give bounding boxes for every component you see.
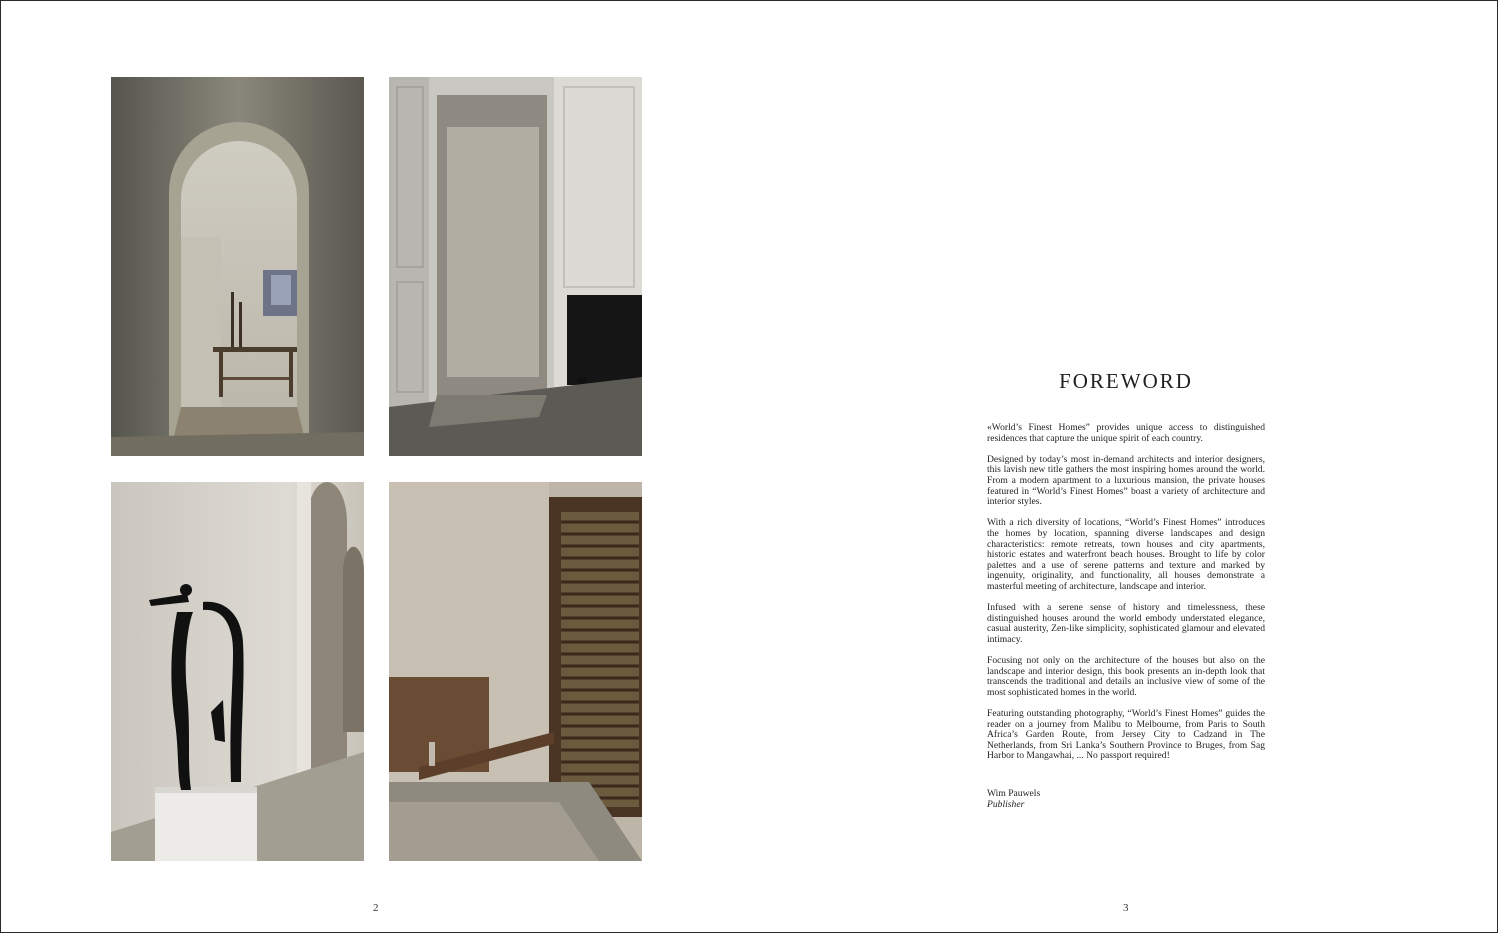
foreword-paragraph: Designed by today’s most in-demand architects and interior designers, this lavish new title gathers the most inspiring homes around the world. From a modern apartment to a luxurious mansion, the private houses featured in “World’s Finest Homes” boast a variety of architecture and interior styles. bbox=[987, 453, 1265, 508]
page-number-right: 3 bbox=[1123, 902, 1129, 914]
paneled-doorway-image bbox=[389, 77, 642, 456]
foreword-paragraph: Focusing not only on the architecture of the houses but also on the landscape and interior design, this book presents an in-depth look that transcends the traditional and details an inclusive view of some of the most sophisticated homes in the world. bbox=[987, 655, 1265, 698]
photo-bedroom-shutters bbox=[389, 482, 642, 861]
signature-block bbox=[987, 788, 1187, 810]
arched-corridor-image bbox=[111, 77, 364, 456]
bedroom-shutters-image bbox=[389, 482, 642, 861]
photo-paneled-doorway bbox=[389, 77, 642, 456]
page-number-left: 2 bbox=[373, 902, 379, 914]
foreword-paragraph: Infused with a serene sense of history and timelessness, these distinguished houses around the world embody understated elegance, casual austerity, Zen-like simplicity, sophisticated glamour and elevated intimacy. bbox=[987, 602, 1265, 645]
foreword-paragraph: «World’s Finest Homes” provides unique access to distinguished residences that capture the unique spirit of each country. bbox=[987, 422, 1265, 444]
sculpture-arcade-image bbox=[111, 482, 364, 861]
signature-role: Publisher bbox=[987, 799, 1025, 810]
foreword-paragraph: Featuring outstanding photography, “World’s Finest Homes” guides the reader on a journey from Malibu to Melbourne, from Paris to South Africa’s Garden Route, from Jersey City to Cadzand in The Netherlands, from Sri Lanka’s Southern Province to Bruges, from Sag Harbor to Mangawhai, ... No passport required! bbox=[987, 708, 1265, 762]
photo-sculpture-arcade bbox=[111, 482, 364, 861]
photo-arched-corridor bbox=[111, 77, 364, 456]
signature-name: Wim Pauwels bbox=[987, 788, 1041, 799]
foreword-title: FOREWORD bbox=[1059, 369, 1193, 393]
foreword-body bbox=[987, 423, 1265, 773]
foreword-paragraph: With a rich diversity of locations, “World’s Finest Homes” introduces the homes by location, spanning diverse landscapes and design characteristics: remote retreats, town houses and city apartments, historic estates and waterfront beach houses. Brought to life by color palettes and a use of serene patterns and texture and marked by ingenuity, originality, and functionality, all houses demonstrate a masterful meeting of architecture, landscape and interior. bbox=[987, 517, 1265, 592]
